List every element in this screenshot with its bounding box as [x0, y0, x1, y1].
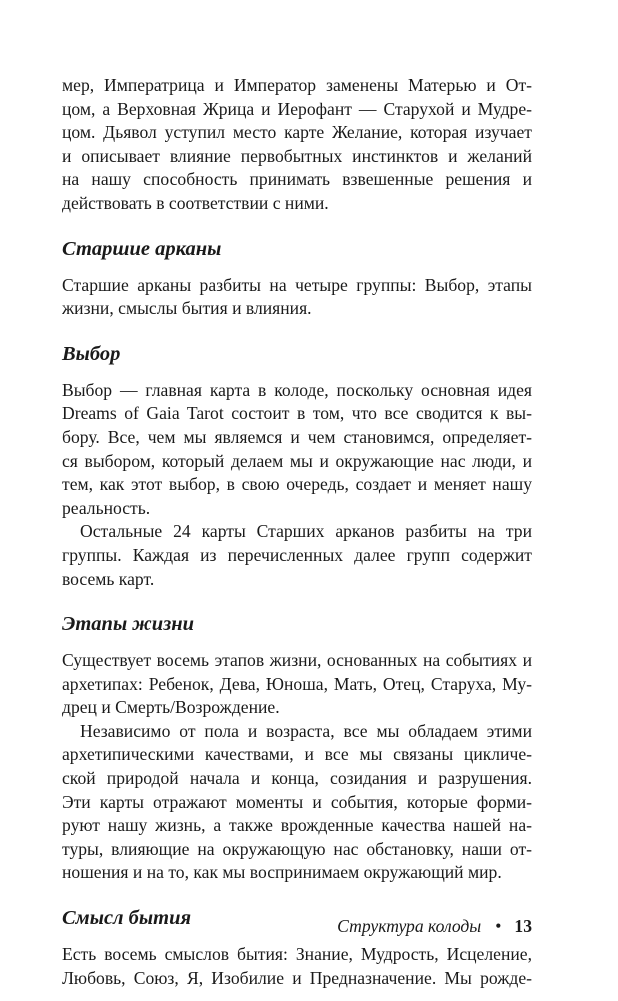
text-line: Независимо от пола и возраста, все мы обладаем этими — [80, 720, 532, 741]
section-paragraph — [62, 520, 532, 591]
text-line: дрец и Смерть/Возрождение. — [62, 697, 280, 718]
text-line: Есть восемь смыслов бытия: Знание, Мудрость, Исцеление, — [62, 944, 532, 965]
section-paragraph — [62, 720, 532, 885]
text-line: на нашу способность принимать взвешенные решения и — [62, 169, 532, 190]
section-heading-life-stages: Этапы жизни — [62, 613, 194, 636]
section-paragraph — [62, 649, 532, 720]
text-line: цом, а Верховная Жрица и Иерофант — Старухой и Мудре- — [62, 98, 532, 119]
page-footer — [62, 914, 532, 938]
text-line: ся выбором, который делаем мы и окружающие нас люди, и — [62, 450, 532, 471]
page-number: 13 — [514, 916, 532, 936]
text-line: руют нашу жизнь, а также врожденные качества нашей на- — [62, 815, 532, 836]
text-line: Dreams of Gaia Tarot состоит в том, что все сводится к вы- — [62, 403, 532, 424]
section-paragraph — [62, 379, 532, 521]
text-line: бору. Все, чем мы являемся и чем становимся, определяет- — [62, 426, 532, 447]
section-heading-choice: Выбор — [62, 342, 121, 365]
intro-paragraph — [62, 74, 532, 216]
text-line: тем, как этот выбор, в свою очередь, создает и меняет нашу — [62, 474, 532, 495]
text-line: восемь карт. — [62, 568, 155, 589]
section-heading-meaning-of-life: Смысл бытия — [62, 907, 192, 930]
text-line: группы. Каждая из перечисленных далее групп содержит — [62, 544, 532, 565]
text-line: действовать в соответствии с ними. — [62, 192, 329, 213]
text-line: Эти карты отражают моменты и события, которые форми- — [62, 791, 532, 812]
bullet-separator: • — [495, 916, 502, 936]
section-heading-major-arcana: Старшие арканы — [62, 237, 222, 260]
text-line: мер, Императрица и Император заменены Матерью и От- — [62, 75, 532, 95]
running-title: Структура колоды — [337, 916, 482, 936]
text-line: Существует восемь этапов жизни, основанных на событиях и — [62, 650, 532, 671]
text-line: ской природой начала и конца, созидания и разрушения. — [62, 768, 532, 789]
text-line: жизни, смыслы бытия и влияния. — [62, 298, 312, 319]
section-paragraph — [62, 943, 532, 990]
text-line: и описывает влияние первобытных инстинктов и желаний — [62, 145, 532, 166]
text-line: архетипическими качествами, и все мы связаны цикличе- — [62, 744, 532, 765]
text-line: туры, влияющие на окружающую нас обстановку, наши от- — [62, 838, 532, 859]
section-paragraph — [62, 274, 532, 321]
page-body — [62, 74, 532, 990]
text-line: архетипах: Ребенок, Дева, Юноша, Мать, Отец, Старуха, Му- — [62, 673, 532, 694]
text-line: Выбор — главная карта в колоде, поскольку основная идея — [62, 379, 532, 400]
text-line: Любовь, Союз, Я, Изобилие и Предназначение. Мы рожде- — [62, 967, 532, 988]
text-line: ношения и на то, как мы воспринимаем окружающий мир. — [62, 862, 502, 883]
text-line: Остальные 24 карты Старших арканов разбиты на три — [80, 521, 532, 542]
text-line: реальность. — [62, 497, 151, 518]
text-line: Старшие арканы разбиты на четыре группы: Выбор, этапы — [62, 274, 532, 295]
text-line: цом. Дьявол уступил место карте Желание, которая изучает — [62, 122, 532, 143]
